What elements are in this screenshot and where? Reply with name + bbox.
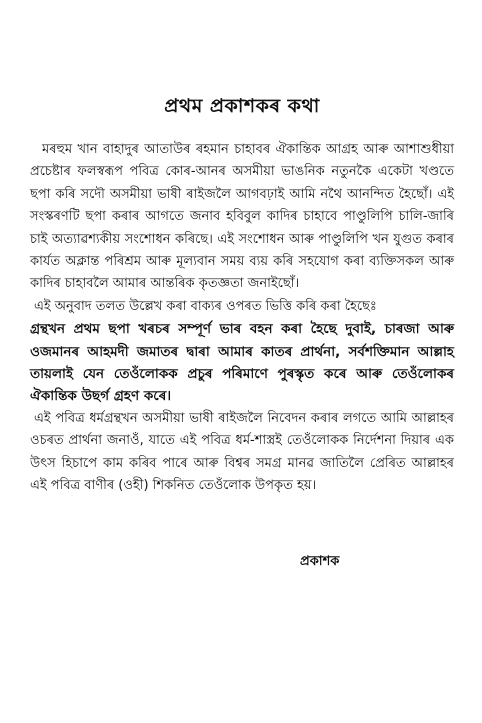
paragraph-funding-note: গ্ৰন্থখন প্ৰথম ছপা খৰচৰ সম্পূৰ্ণ ভাৰ বহন কৰা হৈছে দুবাই, চাৰজা আৰু ওজমানৰ আহমদী জমাতৰ দ্বাৰা আমাৰ কাতৰ প্ৰাৰ্থনা, সৰ্বশক্তিমান আল্লাহ তায়লাই যেন তেওঁলোকক প্ৰচুৰ পৰিমাণে পুৰস্কৃত কৰে আৰু তেওঁলোকৰ ঐকান্তিক উছৰ্গ গ্ৰহণ কৰে। [30,321,454,405]
paragraph-prayer: এই পবিত্ৰ ধৰ্মগ্ৰন্থখন অসমীয়া ভাষী ৰাইজলৈ নিবেদন কৰাৰ লগতে আমি আল্লাহৰ ওচৰত প্ৰাৰ্থনা জনাওঁ, যাতে এই পবিত্ৰ ধৰ্ম-শাস্ত্ৰই তেওঁলোকক নিৰ্দেশনা দিয়াৰ এক উৎস হিচাপে কাম কৰিব পাৰে আৰু বিশ্বৰ সমগ্ৰ মানৱ জাতিলৈ প্ৰেৰিত আল্লাহৰ এই পবিত্ৰ বাণীৰ (ওহী) শিকনিত তেওঁলোক উপকৃত হয়। [30,410,454,494]
page-title: প্ৰথম প্ৰকাশকৰ কথা [164,95,320,117]
publisher-signature: প্ৰকাশক [300,554,340,569]
paragraph-basis-intro: এই অনুবাদ তলত উল্লেখ কৰা বাক্যৰ ওপৰত ভিত্তি কৰি কৰা হৈছেঃ [34,298,377,314]
paragraph-acknowledgement: মৰহুম খান বাহাদুৰ আতাউৰ ৰহমান চাহাবৰ ঐকান্তিক আগ্ৰহ আৰু আশাশুধীয়া প্ৰচেষ্টাৰ ফলস্বৰূপ পবিত্ৰ কোৰ-আনৰ অসমীয়া ভাঙনিক নতুনকৈ একেটা খণ্ডতে ছপা কৰি সদৌ অসমীয়া ভাষী ৰাইজলৈ আগবঢ়াই আমি নথৈ আনন্দিত হৈছোঁ। এই সংস্কৰণটি ছপা কৰাৰ আগতে জনাব হবিবুল কাদিৰ চাহাবে পাণ্ডুলিপি চালি-জাৰি চাই অত্যাৱশ্যকীয় সংশোধন কৰিছে। এই সংশোধন আৰু পাণ্ডুলিপি খন যুগুত কৰাৰ কাৰ্যত অক্লান্ত পৰিশ্ৰম আৰু মূল্যবান সময় ব্যয় কৰি সহযোগ কৰা ব্যক্তিসকল আৰু কাদিৰ চাহাবলৈ আমাৰ আন্তৰিক কৃতজ্ঞতা জনাইছোঁ। [30,142,454,292]
